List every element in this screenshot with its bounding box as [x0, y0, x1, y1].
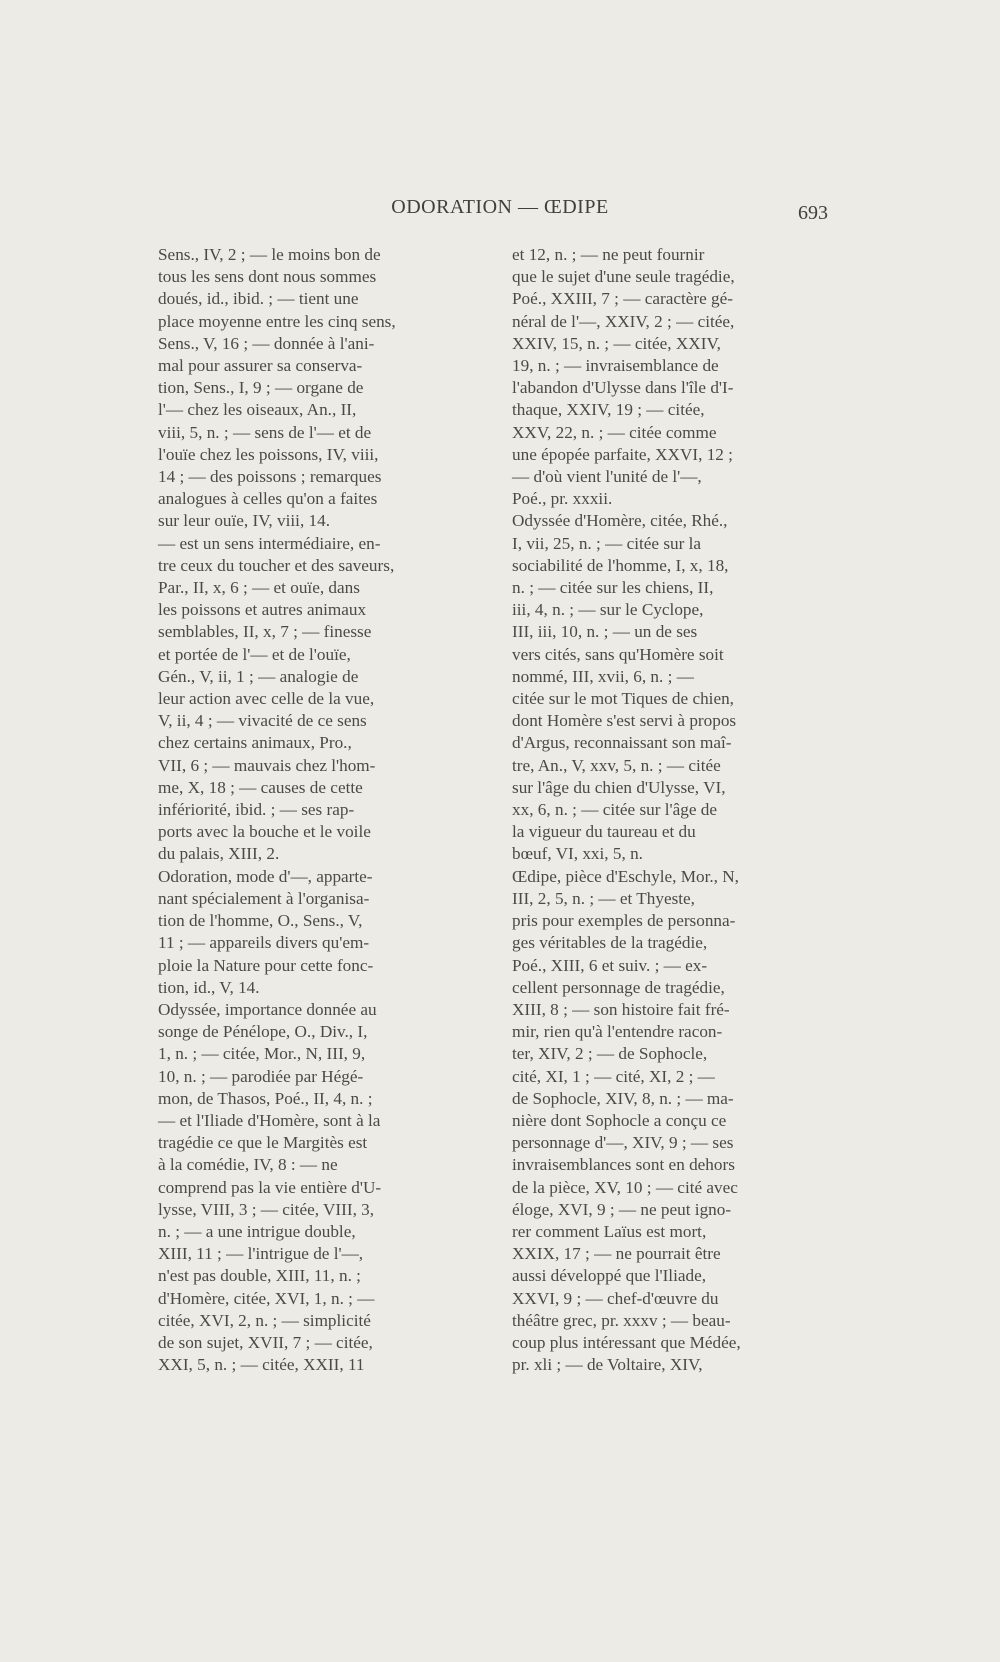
index-line: Sens., IV, 2 ; — le moins bon de — [158, 245, 381, 264]
index-line: leur action avec celle de la vue, — [158, 689, 375, 709]
index-line: 11 ; — appareils divers qu'em- — [158, 933, 370, 953]
index-line: Sens., V, 16 ; — donnée à l'ani- — [158, 333, 375, 353]
index-line: XXIV, 15, n. ; — citée, XXIV, — [512, 333, 721, 353]
index-line: éloge, XVI, 9 ; — ne peut igno- — [512, 1199, 732, 1219]
index-line: sur l'âge du chien d'Ulysse, VI, — [512, 777, 726, 797]
index-line: Odoration, mode d'—, apparte- — [158, 866, 373, 886]
index-line: invraisemblances sont en dehors — [512, 1155, 735, 1175]
index-line: citée, XVI, 2, n. ; — simplicité — [158, 1310, 371, 1330]
index-line: cellent personnage de tragédie, — [512, 977, 725, 997]
index-line: d'Argus, reconnaissant son maî- — [512, 733, 732, 753]
index-line: me, X, 18 ; — causes de cette — [158, 777, 363, 797]
index-line: rer comment Laïus est mort, — [512, 1221, 707, 1241]
index-line: mal pour assurer sa conserva- — [158, 356, 363, 376]
index-line: dont Homère s'est servi à propos — [512, 711, 737, 731]
index-line: doués, id., ibid. ; — tient une — [158, 289, 359, 309]
running-head: ODORATION — ŒDIPE — [391, 196, 609, 218]
index-line: sociabilité de l'homme, I, x, 18, — [512, 555, 729, 575]
index-line: Par., II, x, 6 ; — et ouïe, dans — [158, 578, 360, 598]
index-line: n. ; — citée sur les chiens, II, — [512, 578, 714, 598]
right-column — [512, 244, 834, 1376]
index-line: 14 ; — des poissons ; remarques — [158, 467, 382, 487]
index-line: tragédie ce que le Margitès est — [158, 1133, 368, 1153]
index-line: comprend pas la vie entière d'U- — [158, 1177, 382, 1197]
index-line: 1, n. ; — citée, Mor., N, III, 9, — [158, 1044, 366, 1064]
index-line: semblables, II, x, 7 ; — finesse — [158, 622, 372, 642]
index-line: Odyssée, importance donnée au — [158, 999, 377, 1019]
index-line: du palais, XIII, 2. — [158, 844, 280, 864]
index-line: nant spécialement à l'organisa- — [158, 888, 370, 908]
index-line: XXIX, 17 ; — ne pourrait être — [512, 1244, 721, 1264]
index-line: que le sujet d'une seule tragédie, — [512, 267, 735, 287]
index-line: citée sur le mot Tiques de chien, — [512, 689, 734, 709]
index-line: bœuf, VI, xxi, 5, n. — [512, 844, 643, 864]
index-line: la vigueur du taureau et du — [512, 822, 696, 842]
index-line: 19, n. ; — invraisemblance de — [512, 356, 719, 376]
index-line: aussi développé que l'Iliade, — [512, 1266, 707, 1286]
index-line: lysse, VIII, 3 ; — citée, VIII, 3, — [158, 1199, 375, 1219]
index-line: iii, 4, n. ; — sur le Cyclope, — [512, 600, 704, 620]
index-line: 10, n. ; — parodiée par Hégé- — [158, 1066, 364, 1086]
index-line: Œdipe, pièce d'Eschyle, Mor., N, — [512, 866, 739, 886]
index-line: Gén., V, ii, 1 ; — analogie de — [158, 666, 359, 686]
index-line: chez certains animaux, Pro., — [158, 733, 352, 753]
index-line: III, iii, 10, n. ; — un de ses — [512, 622, 698, 642]
index-line: l'— chez les oiseaux, An., II, — [158, 400, 357, 420]
index-line: Poé., pr. xxxii. — [512, 489, 613, 509]
index-line: thaque, XXIV, 19 ; — citée, — [512, 400, 705, 420]
index-line: XXI, 5, n. ; — citée, XXII, 11 — [158, 1355, 365, 1375]
page-number: 693 — [798, 202, 828, 224]
index-line: XIII, 8 ; — son histoire fait fré- — [512, 999, 730, 1019]
index-line: tion de l'homme, O., Sens., V, — [158, 911, 363, 931]
index-line: — est un sens intermédiaire, en- — [158, 533, 381, 553]
index-line: Poé., XIII, 6 et suiv. ; — ex- — [512, 955, 708, 975]
index-line: xx, 6, n. ; — citée sur l'âge de — [512, 800, 717, 820]
index-line: vers cités, sans qu'Homère soit — [512, 644, 724, 664]
index-line: tion, Sens., I, 9 ; — organe de — [158, 378, 364, 398]
index-line: les poissons et autres animaux — [158, 600, 367, 620]
index-line: ges véritables de la tragédie, — [512, 933, 708, 953]
index-line: — d'où vient l'unité de l'—, — [512, 467, 702, 487]
index-line: une épopée parfaite, XXVI, 12 ; — [512, 444, 733, 464]
index-line: viii, 5, n. ; — sens de l'— et de — [158, 422, 372, 442]
index-line: V, ii, 4 ; — vivacité de ce sens — [158, 711, 367, 731]
index-line: personnage d'—, XIV, 9 ; — ses — [512, 1133, 734, 1153]
index-line: I, vii, 25, n. ; — citée sur la — [512, 533, 702, 553]
index-line: VII, 6 ; — mauvais chez l'hom- — [158, 755, 376, 775]
index-line: ter, XIV, 2 ; — de Sophocle, — [512, 1044, 708, 1064]
index-line: infériorité, ibid. ; — ses rap- — [158, 800, 355, 820]
index-line: de son sujet, XVII, 7 ; — citée, — [158, 1332, 373, 1352]
index-line: III, 2, 5, n. ; — et Thyeste, — [512, 888, 695, 908]
index-line: pris pour exemples de personna- — [512, 911, 736, 931]
index-line: songe de Pénélope, O., Div., I, — [158, 1022, 368, 1042]
index-line: XIII, 11 ; — l'intrigue de l'—, — [158, 1244, 364, 1264]
index-line: Odyssée d'Homère, citée, Rhé., — [512, 511, 728, 531]
index-line: coup plus intéressant que Médée, — [512, 1332, 741, 1352]
index-line: n. ; — a une intrigue double, — [158, 1221, 356, 1241]
index-line: d'Homère, citée, XVI, 1, n. ; — — [158, 1288, 375, 1308]
index-line: mon, de Thasos, Poé., II, 4, n. ; — [158, 1088, 373, 1108]
index-line: XXV, 22, n. ; — citée comme — [512, 422, 717, 442]
index-line: tre, An., V, xxv, 5, n. ; — citée — [512, 755, 721, 775]
index-line: Poé., XXIII, 7 ; — caractère gé- — [512, 289, 733, 309]
index-line: et portée de l'— et de l'ouïe, — [158, 644, 351, 664]
index-line: théâtre grec, pr. xxxv ; — beau- — [512, 1310, 731, 1330]
index-line: l'abandon d'Ulysse dans l'île d'I- — [512, 378, 734, 398]
index-line: nommé, III, xvii, 6, n. ; — — [512, 666, 694, 686]
index-line: ploie la Nature pour cette fonc- — [158, 955, 374, 975]
index-line: tre ceux du toucher et des saveurs, — [158, 555, 395, 575]
index-line: analogues à celles qu'on a faites — [158, 489, 378, 509]
index-line: nière dont Sophocle a conçu ce — [512, 1110, 727, 1130]
index-line: l'ouïe chez les poissons, IV, viii, — [158, 444, 379, 464]
index-line: tous les sens dont nous sommes — [158, 267, 377, 287]
index-line: n'est pas double, XIII, 11, n. ; — [158, 1266, 361, 1286]
index-line: à la comédie, IV, 8 : — ne — [158, 1155, 338, 1175]
index-line: pr. xli ; — de Voltaire, XIV, — [512, 1355, 703, 1375]
index-line: place moyenne entre les cinq sens, — [158, 311, 396, 331]
index-line: cité, XI, 1 ; — cité, XI, 2 ; — — [512, 1066, 715, 1086]
index-line: mir, rien qu'à l'entendre racon- — [512, 1022, 723, 1042]
index-line: et 12, n. ; — ne peut fournir — [512, 245, 705, 264]
index-line: — et l'Iliade d'Homère, sont à la — [158, 1110, 381, 1130]
index-line: de la pièce, XV, 10 ; — cité avec — [512, 1177, 738, 1197]
index-line: sur leur ouïe, IV, viii, 14. — [158, 511, 331, 531]
index-line: ports avec la bouche et le voile — [158, 822, 371, 842]
left-column — [158, 244, 488, 1376]
index-line: de Sophocle, XIV, 8, n. ; — ma- — [512, 1088, 734, 1108]
index-line: tion, id., V, 14. — [158, 977, 260, 997]
index-line: néral de l'—, XXIV, 2 ; — citée, — [512, 311, 735, 331]
index-line: XXVI, 9 ; — chef-d'œuvre du — [512, 1288, 719, 1308]
